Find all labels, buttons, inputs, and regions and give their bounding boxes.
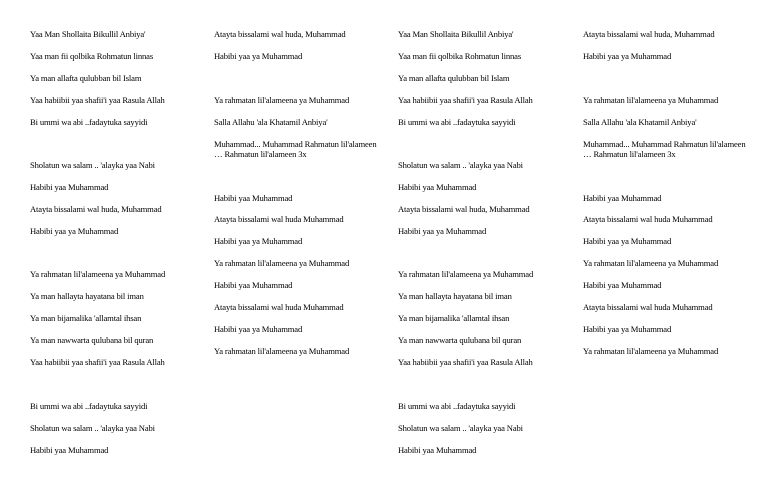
- lyric-line: Yaa Man Shollaita Bikullil Anbiya': [30, 29, 146, 39]
- lyric-line: Habibi yaa Muhammad: [398, 182, 477, 192]
- lyric-line: Ya man nawwarta qulubana bil quran: [30, 335, 154, 345]
- lyric-line: Sholatun wa salam .. 'alayka yaa Nabi: [398, 423, 523, 433]
- lyric-line: Yaa man fii qolbika Rohmatun linnas: [398, 51, 522, 61]
- lyric-line: Habibi yaa ya Muhammad: [214, 51, 303, 61]
- lyric-line: Habibi yaa Muhammad: [583, 280, 662, 290]
- lyric-line: Yaa Man Shollaita Bikullil Anbiya': [398, 29, 514, 39]
- lyric-line: Ya rahmatan lil'alameena ya Muhammad: [214, 258, 350, 268]
- lyric-line: Bi ummi wa abi ..fadaytuka sayyidi: [30, 117, 148, 127]
- lyric-line: Yaa habiibii yaa shafii'i yaa Rasula Allah: [398, 95, 533, 105]
- lyric-line: Sholatun wa salam .. 'alayka yaa Nabi: [30, 160, 155, 170]
- lyric-line: Habibi yaa Muhammad: [583, 193, 662, 203]
- lyric-line: Atayta bissalami wal huda Muhammad: [583, 214, 713, 224]
- lyric-line: Ya man bijamalika 'allamtal ihsan: [398, 313, 510, 323]
- lyric-line: Ya man allafta qulubban bil Islam: [398, 73, 510, 83]
- lyric-line: Atayta bissalami wal huda, Muhammad: [583, 29, 715, 39]
- lyric-line: Atayta bissalami wal huda Muhammad: [583, 302, 713, 312]
- lyric-line: Atayta bissalami wal huda, Muhammad: [214, 29, 346, 39]
- lyric-line: Ya rahmatan lil'alameena ya Muhammad: [214, 95, 350, 105]
- lyric-line: Muhammad... Muhammad Rahmatun lil'alameen … Rahmatun lil'alameen 3x: [214, 139, 377, 159]
- lyric-line: Yaa habiibii yaa shafii'i yaa Rasula Allah: [30, 95, 165, 105]
- lyric-line: Habibi yaa ya Muhammad: [214, 324, 303, 334]
- lyric-line: Ya man hallayta hayatana bil iman: [30, 291, 144, 301]
- lyric-line: Atayta bissalami wal huda, Muhammad: [30, 204, 162, 214]
- lyric-line: Ya man allafta qulubban bil Islam: [30, 73, 142, 83]
- lyric-line: Ya rahmatan lil'alameena ya Muhammad: [398, 269, 534, 279]
- lyric-line: Bi ummi wa abi ..fadaytuka sayyidi: [398, 401, 516, 411]
- lyric-line: Habibi yaa ya Muhammad: [583, 236, 672, 246]
- lyric-line: Yaa habiibii yaa shafii'i yaa Rasula Allah: [30, 357, 165, 367]
- lyric-line: Bi ummi wa abi ..fadaytuka sayyidi: [398, 117, 516, 127]
- lyric-line: Ya man bijamalika 'allamtal ihsan: [30, 313, 142, 323]
- lyric-line: Ya rahmatan lil'alameena ya Muhammad: [214, 346, 350, 356]
- lyric-line: Habibi yaa ya Muhammad: [398, 226, 487, 236]
- lyric-line: Salla Allahu 'ala Khatamil Anbiya': [583, 117, 697, 127]
- lyric-line: Salla Allahu 'ala Khatamil Anbiya': [214, 117, 328, 127]
- lyric-line: Atayta bissalami wal huda Muhammad: [214, 214, 344, 224]
- lyric-line: Habibi yaa Muhammad: [214, 193, 293, 203]
- lyric-line: Sholatun wa salam .. 'alayka yaa Nabi: [398, 160, 523, 170]
- lyric-line: Habibi yaa Muhammad: [30, 182, 109, 192]
- lyric-line: Atayta bissalami wal huda, Muhammad: [398, 204, 530, 214]
- lyric-line: Yaa man fii qolbika Rohmatun linnas: [30, 51, 154, 61]
- lyric-line: Yaa habiibii yaa shafii'i yaa Rasula Allah: [398, 357, 533, 367]
- lyric-line: Habibi yaa Muhammad: [214, 280, 293, 290]
- lyric-line: Habibi yaa ya Muhammad: [30, 226, 119, 236]
- lyric-line: Ya rahmatan lil'alameena ya Muhammad: [583, 258, 719, 268]
- lyric-line: Habibi yaa Muhammad: [30, 445, 109, 455]
- lyric-line: Habibi yaa Muhammad: [398, 445, 477, 455]
- lyric-line: Ya rahmatan lil'alameena ya Muhammad: [583, 346, 719, 356]
- lyric-line: Habibi yaa ya Muhammad: [214, 236, 303, 246]
- lyric-line: Ya rahmatan lil'alameena ya Muhammad: [30, 269, 166, 279]
- lyric-line: Habibi yaa ya Muhammad: [583, 51, 672, 61]
- lyric-line: Habibi yaa ya Muhammad: [583, 324, 672, 334]
- lyric-line: Ya man hallayta hayatana bil iman: [398, 291, 512, 301]
- lyric-line: Sholatun wa salam .. 'alayka yaa Nabi: [30, 423, 155, 433]
- lyric-line: Ya rahmatan lil'alameena ya Muhammad: [583, 95, 719, 105]
- lyric-line: Atayta bissalami wal huda Muhammad: [214, 302, 344, 312]
- lyric-line: Muhammad... Muhammad Rahmatun lil'alameen … Rahmatun lil'alameen 3x: [583, 139, 746, 159]
- lyric-line: Ya man nawwarta qulubana bil quran: [398, 335, 522, 345]
- lyric-line: Bi ummi wa abi ..fadaytuka sayyidi: [30, 401, 148, 411]
